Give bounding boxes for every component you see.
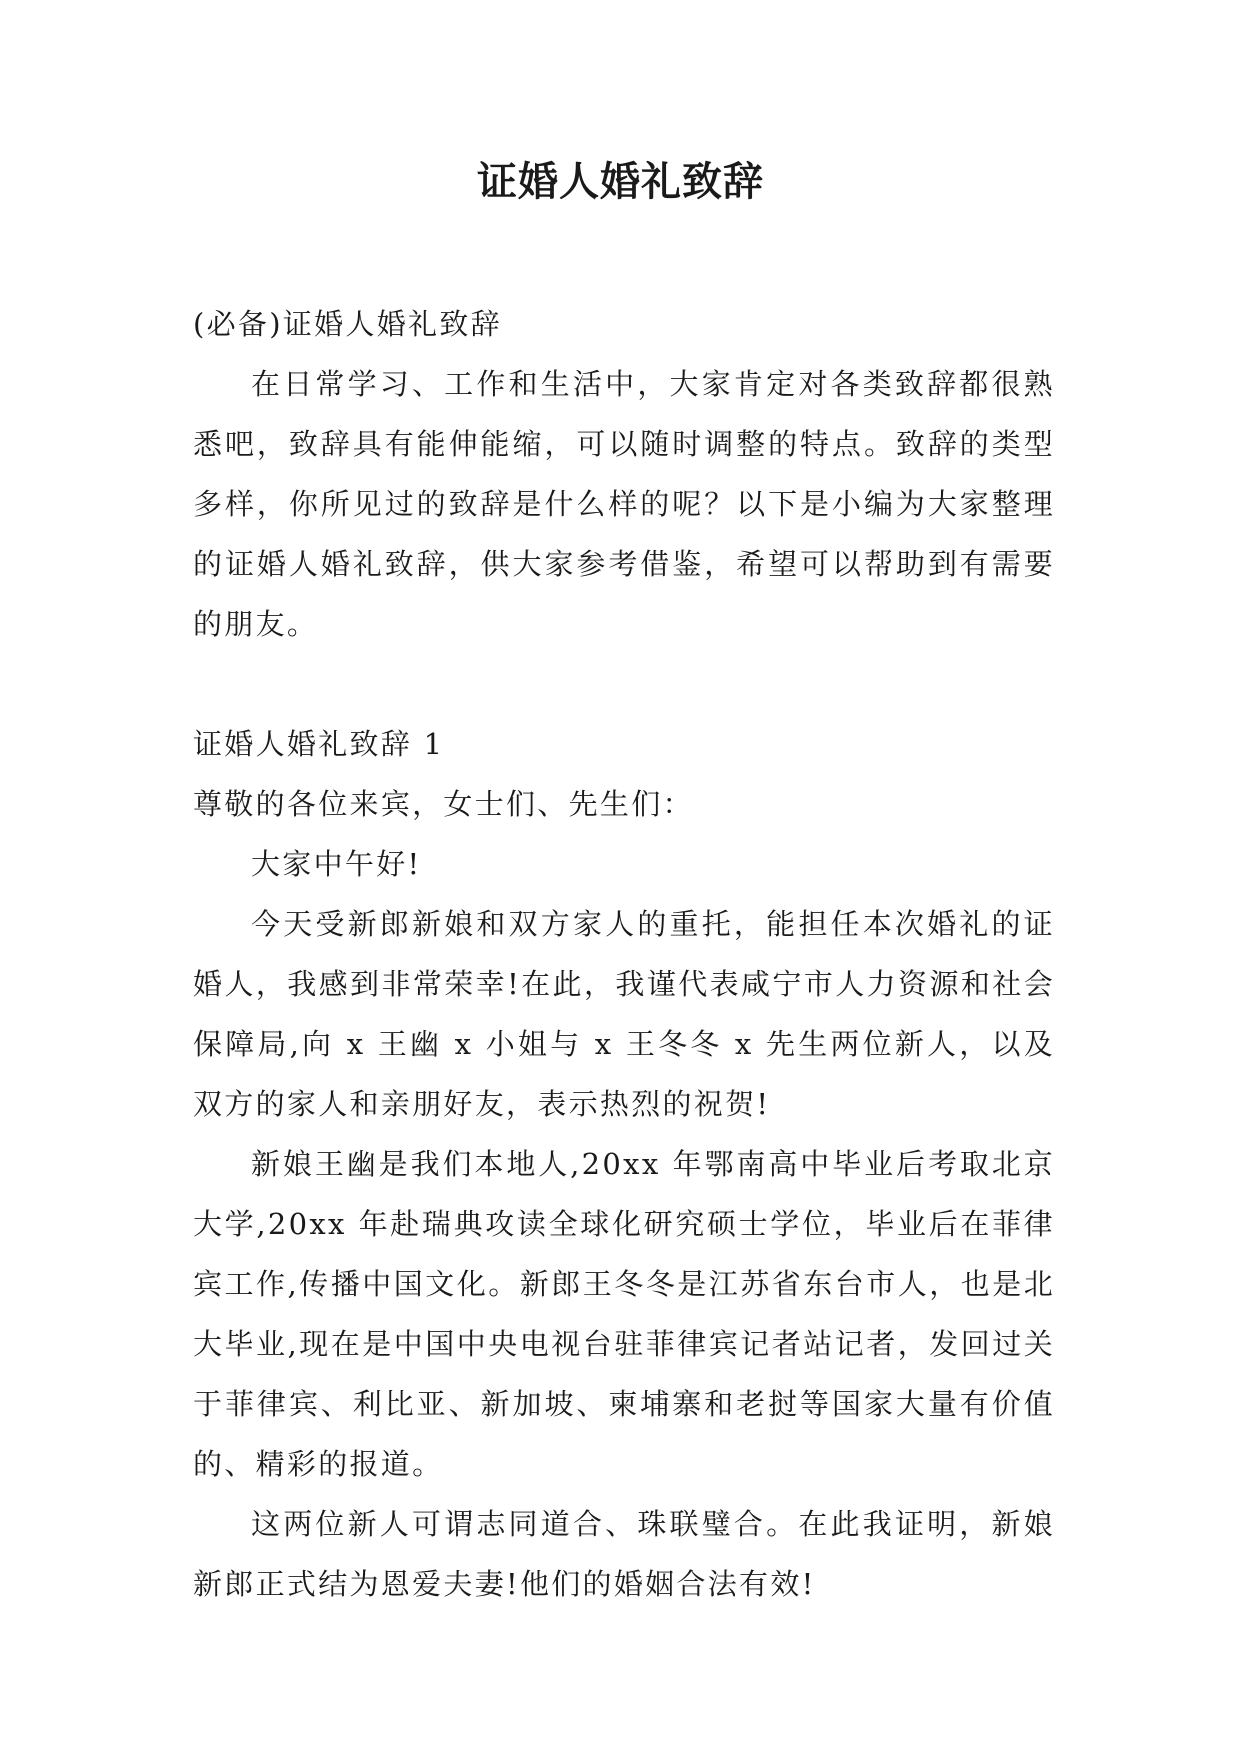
document-body	[193, 294, 1055, 1614]
body-paragraph: 新娘王幽是我们本地人,20xx 年鄂南高中毕业后考取北京大学,20xx 年赴瑞典攻读全球化研究硕士学位，毕业后在菲律宾工作,传播中国文化。新郎王冬冬是江苏省东台市人，也是北大毕业,现在是中国中央电视台驻菲律宾记者站记者，发回过关于菲律宾、利比亚、新加坡、柬埔寨和老挝等国家大量有价值的、精彩的报道。	[193, 1147, 1055, 1481]
subtitle-line: (必备)证婚人婚礼致辞	[193, 307, 502, 341]
salutation: 尊敬的各位来宾，女士们、先生们：	[193, 787, 694, 821]
body-paragraph: 这两位新人可谓志同道合、珠联璧合。在此我证明，新娘新郎正式结为恩爱夫妻!他们的婚姻合法有效!	[193, 1507, 1055, 1601]
intro-paragraph: 在日常学习、工作和生活中，大家肯定对各类致辞都很熟悉吧，致辞具有能伸能缩，可以随时调整的特点。致辞的类型多样，你所见过的致辞是什么样的呢？以下是小编为大家整理的证婚人婚礼致辞，供大家参考借鉴，希望可以帮助到有需要的朋友。	[193, 367, 1055, 641]
greeting: 大家中午好!	[251, 847, 422, 881]
document-title: 证婚人婚礼致辞	[477, 158, 764, 205]
section-heading: 证婚人婚礼致辞 1	[193, 727, 445, 761]
body-paragraph: 今天受新郎新娘和双方家人的重托，能担任本次婚礼的证婚人，我感到非常荣幸!在此，我谨代表咸宁市人力资源和社会保障局,向 x 王幽 x 小姐与 x 王冬冬 x 先生两位新人，以及双方的家人和亲朋好友，表示热烈的祝贺!	[193, 907, 1055, 1121]
section-spacer	[193, 654, 1055, 714]
